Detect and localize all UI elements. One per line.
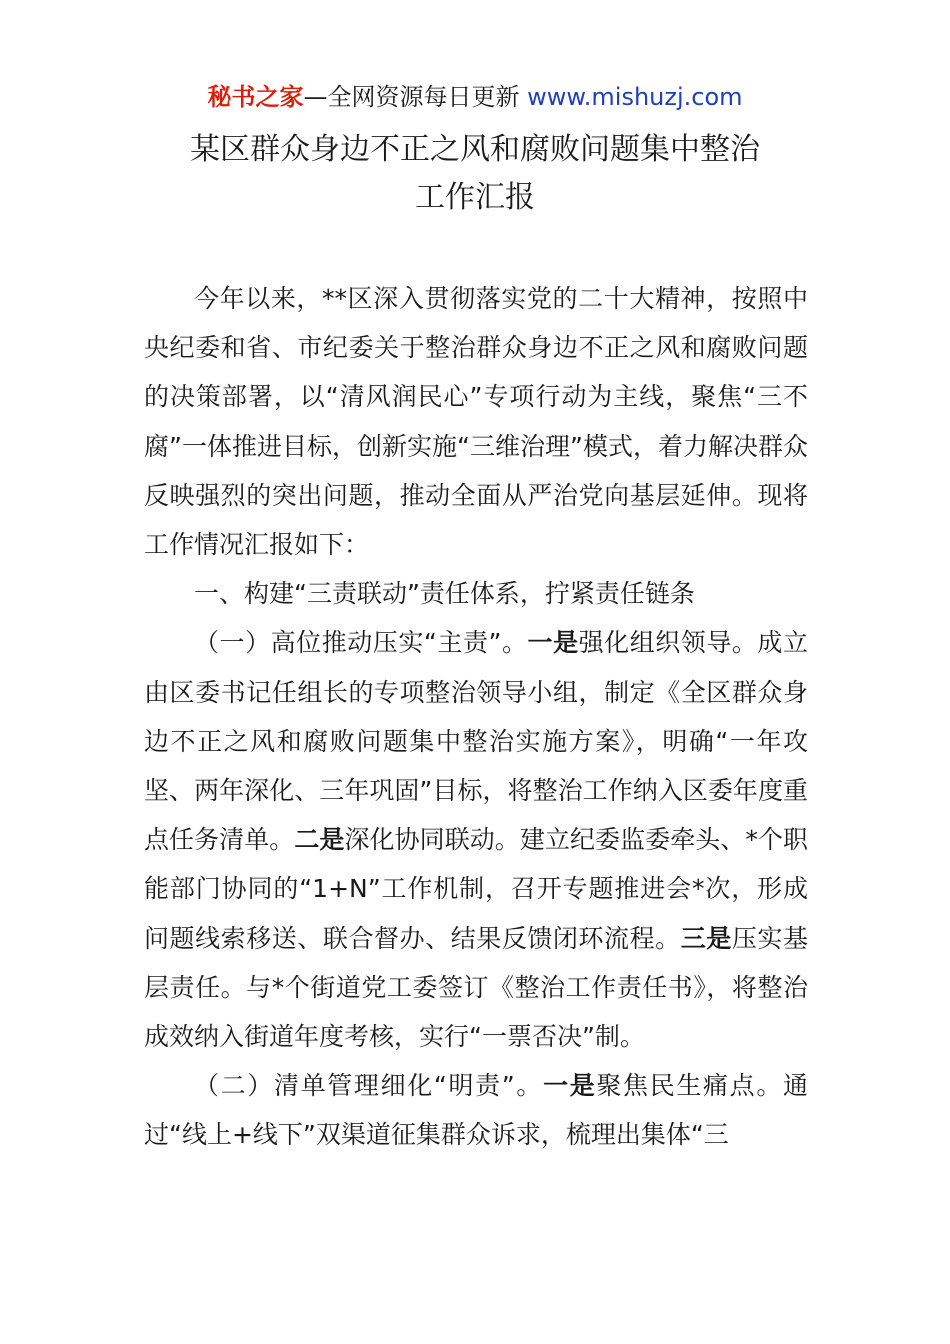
site-slogan: —全网资源每日更新	[303, 83, 528, 111]
brand-name: 秘书之家	[207, 83, 304, 111]
site-url[interactable]: www.mishuzj.com	[527, 83, 743, 111]
point-label: 一是	[527, 628, 579, 658]
intro-paragraph: 今年以来，**区深入贯彻落实党的二十大精神，按照中央纪委和省、市纪委关于整治群众身边不正之风和腐败问题的决策部署，以“清风润民心”专项行动为主线，聚焦“三不腐”一体推进目标，创新实施“三维治理”模式，着力解决群众反映强烈的突出问题，推动全面从严治党向基层延伸。现将工作情况汇报如下：	[144, 284, 808, 560]
point-text: 压实基层责任。与*个街道党工委签订《整治工作责任书》，将整治成效纳入街道年度考核，实行“一票否决”制。	[144, 923, 808, 1052]
subsection-heading: （一）高位推动压实“主责”。	[194, 628, 528, 658]
document-body	[144, 274, 808, 1160]
subsection-paragraph-2	[144, 1061, 808, 1159]
section-heading-1: 一、构建“三责联动”责任体系，拧紧责任链条	[194, 579, 695, 609]
point-label: 一是	[543, 1071, 597, 1101]
point-text: 强化组织领导。成立由区委书记任组长的专项整治领导小组，制定《全区群众身边不正之风和腐败问题集中整治实施方案》，明确“一年攻坚、两年深化、三年巩固”目标，将整治工作纳入区委年度重点任务清单。	[144, 628, 808, 855]
title-line-1: 某区群众身边不正之风和腐败问题集中整治	[190, 132, 760, 167]
document-title	[0, 126, 950, 222]
subsection-paragraph-1	[144, 618, 808, 1061]
point-text: 深化协同联动。建立纪委监委牵头、*个职能部门协同的“1+N”工作机制，召开专题推进会*次，形成问题线索移送、联合督办、结果反馈闭环流程。	[144, 825, 808, 953]
point-label: 三是	[680, 923, 732, 953]
point-text: 聚焦民生痛点。通过“线上+线下”双渠道征集群众诉求，梳理出集体“三	[144, 1071, 808, 1150]
point-label: 二是	[294, 825, 345, 855]
title-line-2: 工作汇报	[415, 180, 535, 215]
subsection-heading: （二）清单管理细化“明责”。	[194, 1071, 544, 1101]
site-header	[0, 80, 950, 114]
